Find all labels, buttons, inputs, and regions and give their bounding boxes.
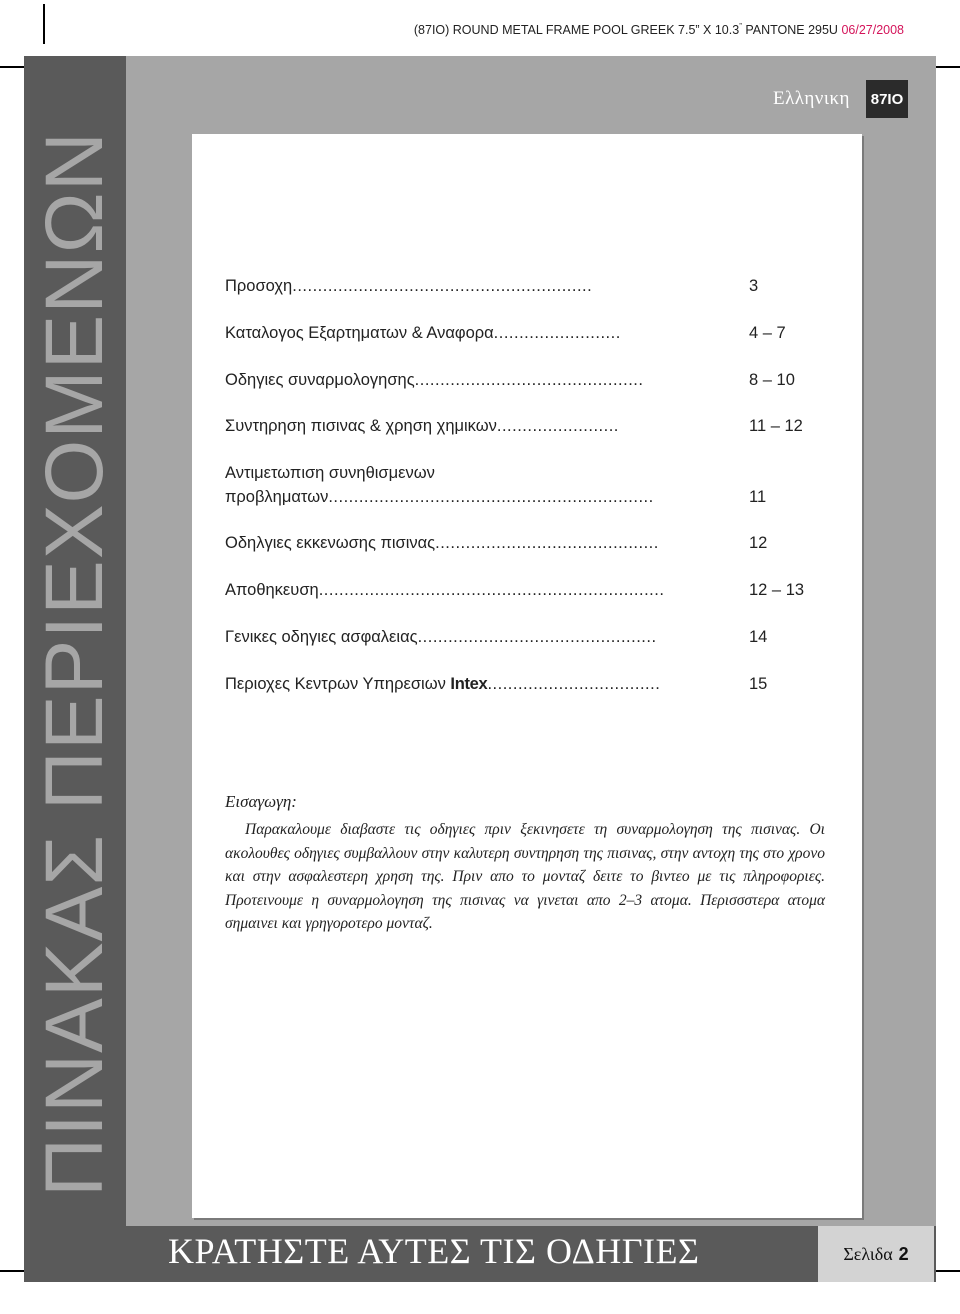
page-label: Σελιδα — [843, 1243, 893, 1264]
page-number-box — [818, 1226, 934, 1282]
introduction — [225, 792, 825, 936]
toc-entry[interactable] — [225, 625, 825, 672]
toc-entry-page: 3 — [749, 277, 759, 295]
toc-entry-title: Συντηρηση πισινας & χρηση χημικων........................ — [225, 417, 619, 436]
toc-entry-title: Αποθηκευση.................................................................... — [225, 580, 665, 599]
toc-entry-page: 11 — [749, 488, 767, 507]
brand-name: Intex — [450, 674, 488, 693]
slug-main: (87IO) ROUND METAL FRAME POOL GREEK 7.5” X 10.3 — [413, 23, 740, 38]
toc-entry[interactable] — [225, 414, 825, 461]
toc-entry-page: 14 — [749, 627, 768, 646]
language-label: Ελληνικη — [772, 88, 850, 109]
slug-pantone: PANTONE 295U — [741, 23, 842, 38]
section-title-vertical: ΠΙΝΑΚΑΣ ΠΕΡΙΕΧΟΜΕΝΩΝ — [29, 130, 120, 1198]
toc-entry[interactable] — [225, 672, 825, 719]
toc-entry[interactable] — [225, 274, 825, 321]
slug-date: 06/27/2008 — [841, 23, 904, 38]
toc-entry-title: Οδηλγιες εκκενωσης πισινας............................................ — [225, 534, 659, 553]
toc-entry-page: 12 – 13 — [749, 580, 805, 599]
page-number: 2 — [898, 1243, 909, 1264]
language-strip — [126, 80, 864, 116]
toc-entry[interactable] — [225, 368, 825, 415]
toc-entry[interactable] — [225, 321, 825, 368]
toc-entry-title: Καταλογος Εξαρτηματων & Αναφορα......................... — [225, 323, 621, 342]
toc-entry[interactable] — [225, 531, 825, 578]
toc-entry-title: Αντιμετωπιση συνηθισμενων προβληματων................................................................ — [225, 464, 654, 507]
toc-entry[interactable] — [225, 578, 825, 625]
model-code-badge: 87IO — [866, 80, 908, 118]
toc-entry-title: Οδηγιες συναρμολογησης............................................. — [225, 370, 644, 389]
toc-entry-page: 4 – 7 — [749, 323, 786, 342]
toc-entry-title: Περιοχες Κεντρων Υπηρεσιων Intex.................................. — [225, 674, 661, 693]
footer-title: ΚΡΑΤΗΣΤΕ ΑΥΤΕΣ ΤΙΣ ΟΔΗΓΙΕΣ — [168, 1231, 700, 1271]
toc-entry-title: Προσοχη........................................................... — [225, 277, 593, 295]
toc-entry-title: Γενικες οδηγιες ασφαλειας............................................... — [225, 627, 657, 646]
toc-entry-page: 8 – 10 — [749, 370, 795, 389]
table-of-contents — [225, 274, 825, 718]
toc-entry-page: 12 — [749, 534, 768, 553]
intro-body: Παρακαλουμε διαβαστε τις οδηγιες πριν ξεκινησετε τη συναρμολογηση της πισινας. Οι ακολουθες οδηγιες συμβαλλουν στην καλυτερη συντηρηση της πισινας, στην αντοχη της στο χρονο και στην ασφαλεστερη χρηση της. Πριν απο το μονταζ δειτε το βιντεο με τις πληροφοριες. Προτεινουμε η συναρμολογηση της πισινας να γινεται απο 2–3 ατομα. Περισσστερα ατομα σημαινει και γρηγοροτερο μονταζ. — [225, 821, 825, 932]
toc-entry-page: 15 — [749, 674, 768, 693]
crop-mark-top-left-vertical — [43, 4, 45, 44]
toc-entry-page: 11 – 12 — [749, 417, 803, 436]
slug-quote: ” — [739, 22, 742, 31]
print-slug — [414, 22, 904, 37]
toc-entry[interactable] — [225, 461, 825, 531]
intro-heading: Εισαγωγη: — [225, 792, 297, 811]
